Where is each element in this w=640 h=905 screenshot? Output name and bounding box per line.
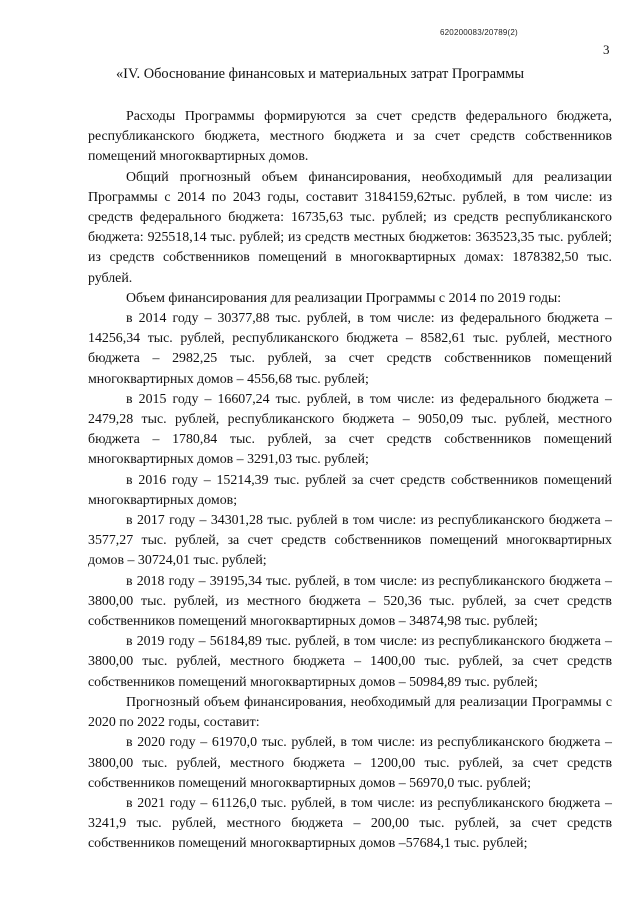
- paragraph-year-2015: в 2015 году – 16607,24 тыс. рублей, в том числе: из федерального бюджета – 2479,28 тыс. рублей, республиканского бюджета – 9050,09 тыс. рублей, местного бюджета – 1780,84 тыс. рублей, за счет средств собственников помещений многоквартирных домов – 3291,03 тыс. рублей;: [88, 391, 612, 468]
- paragraph-year-2020: в 2020 году – 61970,0 тыс. рублей, в том числе: из республиканского бюджета – 3800,00 тыс. рублей, местного бюджета – 1200,00 тыс. рублей, за счет средств собственников помещений многоквартирных домов – 56970,0 тыс. рублей;: [88, 735, 612, 791]
- paragraph-expenses-sources: Расходы Программы формируются за счет средств федерального бюджета, республиканского бюджета, местного бюджета и за счет средств собственников помещений многоквартирных домов.: [88, 109, 612, 165]
- document-body: [88, 107, 612, 855]
- paragraph-year-2019: в 2019 году – 56184,89 тыс. рублей, в том числе: из республиканского бюджета – 3800,00 тыс. рублей, местного бюджета – 1400,00 тыс. рублей, за счет средств собственников помещений многоквартирных домов – 50984,89 тыс. рублей;: [88, 634, 612, 690]
- paragraph-year-2018: в 2018 году – 39195,34 тыс. рублей, в том числе: из республиканского бюджета – 3800,00 тыс. рублей, из местного бюджета – 520,36 тыс. рублей, за счет средств собственников помещений многоквартирных домов – 34874,98 тыс. рублей;: [88, 573, 612, 630]
- paragraph-year-2014: в 2014 году – 30377,88 тыс. рублей, в том числе: из федерального бюджета – 14256,34 тыс. рублей, республиканского бюджета – 8582,61 тыс. рублей, местного бюджета – 2982,25 тыс. рублей, за счет средств собственников помещений многоквартирных домов – 4556,68 тыс. рублей;: [88, 311, 612, 387]
- paragraph-funding-2020-2022-intro: Прогнозный объем финансирования, необходимый для реализации Программы с 2020 по 2022 годы, составит:: [88, 694, 612, 731]
- document-code: 620200083/20789(2): [440, 28, 518, 37]
- paragraph-year-2017: в 2017 году – 34301,28 тыс. рублей в том числе: из республиканского бюджета – 3577,27 тыс. рублей, за счет средств собственников помещений многоквартирных домов – 30724,01 тыс. рублей;: [88, 513, 612, 569]
- section-heading: «IV. Обоснование финансовых и материальных затрат Программы: [115, 66, 525, 82]
- paragraph-year-2021: в 2021 году – 61126,0 тыс. рублей, в том числе: из республиканского бюджета – 3241,9 тыс. рублей, местного бюджета – 200,00 тыс. рублей, за счет средств собственников помещений многоквартирных домов –57684,1 тыс. рублей;: [88, 795, 612, 852]
- paragraph-year-2016: в 2016 году – 15214,39 тыс. рублей за счет средств собственников помещений многоквартирных домов;: [88, 472, 612, 508]
- paragraph-total-funding: Общий прогнозный объем финансирования, необходимый для реализации Программы с 2014 по 2043 годы, составит 3184159,62тыс. рублей, в том числе: из средств федерального бюджета: 16735,63 тыс. рублей; из средств республиканского бюджета: 925518,14 тыс. рублей; из средств местных бюджетов: 363523,35 тыс. рублей; из средств собственников помещений в многоквартирных домах: 1878382,50 тыс. рублей.: [88, 169, 612, 286]
- page-number: 3: [603, 42, 610, 57]
- paragraph-funding-2014-2019-intro: Объем финансирования для реализации Программы с 2014 по 2019 годы:: [126, 290, 562, 306]
